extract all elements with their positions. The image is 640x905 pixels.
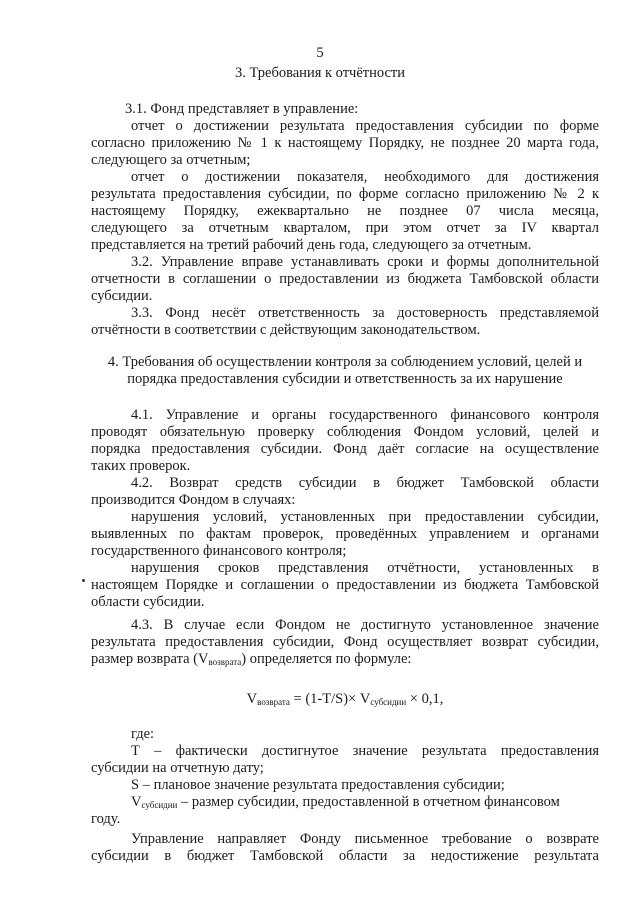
section-4-heading-line2: порядка предоставления субсидии и ответственность за их нарушение [127,371,563,387]
paragraph-line: результата предоставления субсидии, Фонд осуществляет возврат субсидии, [91,634,599,650]
paragraph-line: субсидии на отчетную дату; [91,760,264,776]
paragraph-3-3: 3.3. Фонд несёт ответственность за достоверность представляемой [131,305,599,321]
page-number: 5 [316,45,324,61]
paragraph-return-demand: Управление направляет Фонду письменное требование о возврате [131,831,599,847]
paragraph-line: субсидии. [91,288,153,304]
paragraph-line: размер возврата $(V_{возврата})$ определяется по формуле: [91,651,412,667]
paragraph-3-2: 3.2. Управление вправе устанавливать сроки и формы дополнительной [131,254,599,270]
scan-speck [82,579,85,582]
paragraph-line: отчет о достижении результата предоставления субсидии по форме [131,118,599,134]
paragraph-line: субсидии в бюджет Тамбовской области за недостижение результата [91,848,599,864]
paragraph-4-2: 4.2. Возврат средств субсидии в бюджет Тамбовской области [131,475,599,491]
paragraph-line: проводят обязательную проверку соблюдения Фондом условий, целей и [91,424,599,440]
paragraph-line: таких проверок. [91,458,191,474]
paragraph-line: порядка предоставления субсидии. Фонд даёт согласие на осуществление [91,441,599,457]
paragraph-line: отчетности в соглашении о предоставлении из бюджета Тамбовской области [91,271,599,287]
paragraph-line: представляется на третий рабочий день года, следующего за отчетным. [91,237,532,253]
paragraph-line: производится Фондом в случаях: [91,492,296,508]
return-formula: $V_{возврата} = (1-T/S)\times V_{субсидии} \times 0,1$, [246,691,444,707]
paragraph-4-1: 4.1. Управление и органы государственного финансового контроля [131,407,599,423]
definition-s: S – плановое значение результата предоставления субсидии; [131,777,505,793]
paragraph-line: отчет о достижении показателя, необходимого для достижения [131,169,599,185]
paragraph-4-3: 4.3. В случае если Фондом не достигнуто установленное значение [131,617,599,633]
subscript-vozvrata: возврата [208,657,242,667]
paragraph-line: нарушения условий, установленных при предоставлении субсидии, [131,509,599,525]
section-3-heading: 3. Требования к отчётности [234,65,406,81]
where-label: где: [131,726,155,742]
paragraph-line: настоящему Порядку, ежеквартально не позднее 07 числа месяца, [91,203,599,219]
paragraph-line: результата предоставления субсидии, по форме согласно приложению № 2 к [91,186,599,202]
paragraph-line: выявленных по фактам проверок, проведённых управлением и органами [91,526,599,542]
paragraph-line: настоящем Порядке и соглашении о предоставлении из бюджета Тамбовской [91,577,599,593]
paragraph-3-1: 3.1. Фонд представляет в управление: [125,101,359,117]
definition-t: Т – фактически достигнутое значение результата предоставления [131,743,599,759]
paragraph-line: году. [91,811,121,827]
paragraph-line: области субсидии. [91,594,205,610]
definition-v: $V_{субсидии}$ – размер субсидии, предоставленной в отчетном финансовом [131,794,560,810]
section-4-heading: 4. Требования об осуществлении контроля за соблюдением условий, целей и [107,354,583,370]
paragraph-line: отчётности в соответствии с действующим законодательством. [91,322,481,338]
paragraph-line: нарушения сроков представления отчётности, установленных в [131,560,599,576]
paragraph-line: согласно приложению № 1 к настоящему Порядку, не позднее 20 марта года, [91,135,599,151]
paragraph-line: следующего за отчетным кварталом, при этом отчет за IV квартал [91,220,599,236]
paragraph-line: следующего за отчетным; [91,152,251,168]
paragraph-line: государственного финансового контроля; [91,543,347,559]
